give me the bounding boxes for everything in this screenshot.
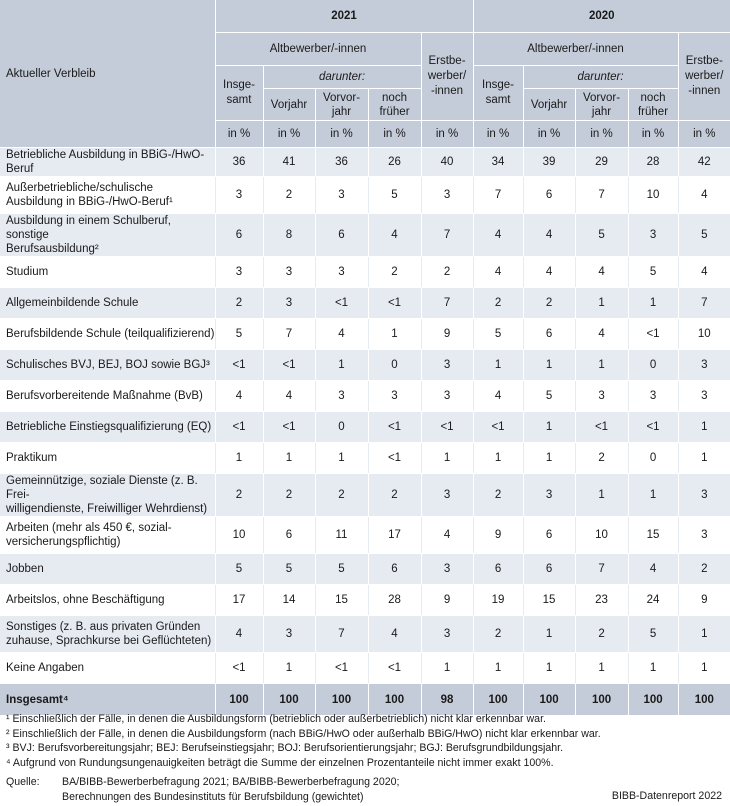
value-cell: 17 (368, 517, 421, 554)
row-label: Ausbildung in einem Schulberuf, sonstige Berufsausbildung² (0, 214, 215, 257)
value-cell: 2 (368, 474, 421, 517)
value-cell: 2 (678, 554, 730, 585)
value-cell: 17 (215, 585, 263, 616)
row-label: Sonstiges (z. B. aus privaten Gründen zuhause, Sprachkurse bei Geflüchteten) (0, 616, 215, 653)
footnotes (6, 712, 726, 770)
value-cell: 6 (523, 177, 575, 214)
value-cell: 7 (575, 177, 628, 214)
insgesamt-header-2021: Insge- samt (215, 66, 263, 121)
value-cell: 0 (315, 412, 368, 443)
total-value-cell: 100 (678, 684, 730, 716)
value-cell: <1 (215, 412, 263, 443)
value-cell: <1 (315, 653, 368, 684)
value-cell: 5 (628, 257, 678, 288)
value-cell: 2 (421, 257, 473, 288)
value-cell: 2 (473, 474, 523, 517)
value-cell: 1 (421, 653, 473, 684)
value-cell: 3 (523, 474, 575, 517)
value-cell: 3 (315, 381, 368, 412)
value-cell: 8 (263, 214, 315, 257)
value-cell: 3 (368, 381, 421, 412)
value-cell: 24 (628, 585, 678, 616)
value-cell: 40 (421, 148, 473, 177)
value-cell: 1 (678, 653, 730, 684)
row-label: Studium (0, 257, 215, 288)
value-cell: 1 (473, 653, 523, 684)
value-cell: 3 (263, 288, 315, 319)
brand-label: BIBB-Datenreport 2022 (611, 790, 722, 802)
value-cell: 1 (473, 443, 523, 474)
value-cell: <1 (263, 412, 315, 443)
table-row (0, 148, 730, 177)
value-cell: 15 (523, 585, 575, 616)
value-cell: 1 (473, 350, 523, 381)
value-cell: 28 (368, 585, 421, 616)
value-cell: 4 (575, 257, 628, 288)
value-cell: 4 (315, 319, 368, 350)
total-row (0, 684, 730, 716)
value-cell: 6 (263, 517, 315, 554)
value-cell: 4 (678, 257, 730, 288)
value-cell: 4 (473, 381, 523, 412)
value-cell: 1 (523, 443, 575, 474)
value-cell: 1 (421, 443, 473, 474)
value-cell: 10 (215, 517, 263, 554)
value-cell: <1 (473, 412, 523, 443)
total-label: Insgesamt⁴ (0, 684, 215, 716)
value-cell: 4 (473, 214, 523, 257)
value-cell: <1 (215, 653, 263, 684)
value-cell: 3 (215, 257, 263, 288)
value-cell: 3 (263, 616, 315, 653)
value-cell: 10 (628, 177, 678, 214)
value-cell: <1 (368, 443, 421, 474)
row-label: Berufsbildende Schule (teilqualifizierend) (0, 319, 215, 350)
year-2020-header: 2020 (473, 0, 730, 33)
value-cell: 6 (473, 554, 523, 585)
row-label: Betriebliche Einstiegsqualifizierung (EQ) (0, 412, 215, 443)
value-cell: 3 (628, 214, 678, 257)
table-row (0, 585, 730, 616)
value-cell: 29 (575, 148, 628, 177)
value-cell: 3 (421, 554, 473, 585)
value-cell: 6 (315, 214, 368, 257)
value-cell: 5 (678, 214, 730, 257)
value-cell: 4 (523, 214, 575, 257)
value-cell: 3 (575, 381, 628, 412)
value-cell: 3 (421, 381, 473, 412)
value-cell: 3 (678, 517, 730, 554)
value-cell: 4 (575, 319, 628, 350)
altbewerber-header-2021: Altbewerber/-innen (215, 33, 421, 66)
value-cell: 2 (215, 474, 263, 517)
value-cell: 1 (523, 350, 575, 381)
value-cell: 9 (421, 319, 473, 350)
footnote: ² Einschließlich der Fälle, in denen die Ausbildungsform (nach BBiG/HwO oder außerhalb BBiG/HwO) nicht klar erkennbar war. (6, 727, 601, 740)
frueher-header-2020: noch früher (628, 89, 678, 120)
value-cell: 5 (628, 616, 678, 653)
value-cell: 1 (678, 443, 730, 474)
darunter-header-2021: darunter: (264, 66, 421, 89)
value-cell: 3 (678, 381, 730, 412)
value-cell: 23 (575, 585, 628, 616)
row-label: Berufsvorbereitende Maßnahme (BvB) (0, 381, 215, 412)
value-cell: 7 (421, 214, 473, 257)
table-row (0, 653, 730, 684)
value-cell: 7 (421, 288, 473, 319)
vorjahr-header-2020: Vorjahr (530, 98, 568, 111)
unit-cell: in % (575, 121, 628, 148)
value-cell: 41 (263, 148, 315, 177)
value-cell: 5 (263, 554, 315, 585)
year-2021-header: 2021 (215, 0, 473, 33)
row-label: Arbeitslos, ohne Beschäftigung (0, 585, 215, 616)
unit-cell: in % (523, 121, 575, 148)
unit-cell: in % (473, 121, 523, 148)
value-cell: 34 (473, 148, 523, 177)
row-label: Keine Angaben (0, 653, 215, 684)
value-cell: 5 (215, 554, 263, 585)
row-label: Arbeiten (mehr als 450 €, sozial- versicherungspflichtig) (0, 517, 215, 554)
value-cell: 5 (523, 381, 575, 412)
value-cell: 1 (263, 653, 315, 684)
value-cell: 4 (215, 616, 263, 653)
vorvorjahr-header-2020: Vorvor- jahr (575, 89, 628, 120)
value-cell: 3 (421, 350, 473, 381)
value-cell: 4 (368, 214, 421, 257)
row-label: Praktikum (0, 443, 215, 474)
value-cell: 19 (473, 585, 523, 616)
value-cell: 1 (215, 443, 263, 474)
value-cell: 1 (628, 474, 678, 517)
value-cell: <1 (368, 288, 421, 319)
value-cell: 9 (473, 517, 523, 554)
row-label: Schulisches BVJ, BEJ, BOJ sowie BGJ³ (0, 350, 215, 381)
value-cell: 3 (215, 177, 263, 214)
darunter-header-2020: darunter: (524, 66, 678, 89)
total-value-cell: 98 (421, 684, 473, 716)
value-cell: 4 (628, 554, 678, 585)
value-cell: 2 (215, 288, 263, 319)
table-row (0, 177, 730, 214)
erstbewerber-header-2021: Erstbe- werber/ -innen (421, 33, 473, 121)
value-cell: 1 (523, 616, 575, 653)
value-cell: <1 (421, 412, 473, 443)
unit-cell: in % (263, 121, 315, 148)
table-row (0, 288, 730, 319)
value-cell: 0 (628, 443, 678, 474)
source-label: Quelle: (6, 776, 40, 788)
value-cell: 1 (575, 288, 628, 319)
value-cell: 3 (421, 474, 473, 517)
frueher-header-2021: noch früher (368, 89, 421, 120)
value-cell: 4 (215, 381, 263, 412)
value-cell: 7 (263, 319, 315, 350)
source-line: Berechnungen des Bundesinstituts für Berufsbildung (gewichtet) (62, 790, 364, 803)
value-cell: 4 (421, 517, 473, 554)
value-cell: 6 (215, 214, 263, 257)
value-cell: 2 (315, 474, 368, 517)
value-cell: 6 (368, 554, 421, 585)
value-cell: 1 (315, 443, 368, 474)
value-cell: 2 (575, 616, 628, 653)
value-cell: 2 (263, 177, 315, 214)
value-cell: 10 (575, 517, 628, 554)
value-cell: 28 (628, 148, 678, 177)
value-cell: 6 (523, 517, 575, 554)
unit-cell: in % (315, 121, 368, 148)
value-cell: 4 (368, 616, 421, 653)
value-cell: 4 (473, 257, 523, 288)
value-cell: 9 (678, 585, 730, 616)
insgesamt-header-2020: Insge- samt (473, 66, 523, 121)
value-cell: 7 (678, 288, 730, 319)
value-cell: 11 (315, 517, 368, 554)
row-label-header: Aktueller Verbleib (0, 0, 215, 148)
table-row (0, 474, 730, 517)
row-label: Betriebliche Ausbildung in BBiG-/HwO-Beruf (0, 148, 215, 177)
value-cell: 1 (575, 474, 628, 517)
value-cell: 3 (263, 257, 315, 288)
unit-cell: in % (368, 121, 421, 148)
table-row (0, 517, 730, 554)
table-row (0, 319, 730, 350)
value-cell: 1 (523, 412, 575, 443)
value-cell: 2 (368, 257, 421, 288)
value-cell: 5 (368, 177, 421, 214)
footnote: ⁴ Aufgrund von Rundungsungenauigkeiten beträgt die Summe der einzelnen Prozentanteile nicht immer exakt 100%. (6, 756, 554, 769)
source-line: BA/BIBB-Bewerberbefragung 2021; BA/BIBB-Bewerberbefragung 2020; (62, 776, 400, 788)
value-cell: 2 (473, 616, 523, 653)
table-row (0, 381, 730, 412)
table-row (0, 257, 730, 288)
value-cell: 7 (575, 554, 628, 585)
value-cell: <1 (315, 288, 368, 319)
value-cell: 3 (678, 350, 730, 381)
unit-cell: in % (628, 121, 678, 148)
value-cell: 39 (523, 148, 575, 177)
value-cell: 7 (473, 177, 523, 214)
value-cell: 5 (215, 319, 263, 350)
table-row (0, 412, 730, 443)
table-row (0, 443, 730, 474)
total-value-cell: 100 (263, 684, 315, 716)
footnote: ¹ Einschließlich der Fälle, in denen die Ausbildungsform (betrieblich oder außerbetrieblich) nicht klar erkennbar war. (6, 713, 546, 725)
value-cell: 1 (575, 350, 628, 381)
value-cell: 42 (678, 148, 730, 177)
value-cell: 14 (263, 585, 315, 616)
value-cell: 26 (368, 148, 421, 177)
value-cell: 10 (678, 319, 730, 350)
value-cell: 4 (523, 257, 575, 288)
value-cell: 1 (575, 653, 628, 684)
value-cell: 3 (628, 381, 678, 412)
value-cell: 9 (421, 585, 473, 616)
value-cell: <1 (628, 412, 678, 443)
value-cell: <1 (263, 350, 315, 381)
value-cell: 4 (678, 177, 730, 214)
value-cell: 4 (263, 381, 315, 412)
value-cell: 1 (368, 319, 421, 350)
value-cell: 5 (575, 214, 628, 257)
total-value-cell: 100 (523, 684, 575, 716)
table-row (0, 214, 730, 257)
vorjahr-header-2021: Vorjahr (270, 98, 308, 111)
unit-cell: in % (678, 121, 730, 148)
unit-cell: in % (421, 121, 473, 148)
value-cell: 3 (315, 177, 368, 214)
value-cell: 7 (315, 616, 368, 653)
value-cell: 6 (523, 554, 575, 585)
row-label: Außerbetriebliche/schulische Ausbildung in BBiG-/HwO-Beruf¹ (0, 177, 215, 214)
value-cell: 5 (473, 319, 523, 350)
value-cell: <1 (215, 350, 263, 381)
row-label: Allgemeinbildende Schule (0, 288, 215, 319)
value-cell: 1 (523, 653, 575, 684)
value-cell: 1 (678, 616, 730, 653)
value-cell: 5 (315, 554, 368, 585)
value-cell: 15 (315, 585, 368, 616)
value-cell: <1 (628, 319, 678, 350)
total-value-cell: 100 (215, 684, 263, 716)
table-row (0, 616, 730, 653)
value-cell: 2 (263, 474, 315, 517)
value-cell: 2 (575, 443, 628, 474)
unit-cell: in % (215, 121, 263, 148)
value-cell: 3 (678, 474, 730, 517)
footnote: ³ BVJ: Berufsvorbereitungsjahr; BEJ: Berufseinstiegsjahr; BOJ: Berufsorientierungsjahr; BGJ: Berufsgrundbildungsjahr. (6, 742, 564, 755)
value-cell: 36 (315, 148, 368, 177)
value-cell: 1 (678, 412, 730, 443)
total-value-cell: 100 (628, 684, 678, 716)
row-label: Jobben (0, 554, 215, 585)
row-label: Gemeinnützige, soziale Dienste (z. B. Frei- willigendienste, Freiwilliger Wehrdienst) (0, 474, 215, 517)
vorvorjahr-header-2021: Vorvor- jahr (315, 89, 368, 120)
value-cell: 6 (523, 319, 575, 350)
altbewerber-header-2020: Altbewerber/-innen (473, 33, 678, 66)
total-value-cell: 100 (575, 684, 628, 716)
value-cell: 3 (315, 257, 368, 288)
value-cell: 1 (263, 443, 315, 474)
value-cell: <1 (368, 412, 421, 443)
source (6, 775, 399, 804)
total-value-cell: 100 (368, 684, 421, 716)
erstbewerber-header-2020: Erstbe- werber/ -innen (678, 33, 730, 121)
value-cell: 0 (628, 350, 678, 381)
value-cell: 15 (628, 517, 678, 554)
value-cell: 3 (421, 616, 473, 653)
value-cell: <1 (368, 653, 421, 684)
value-cell: 2 (473, 288, 523, 319)
table-row (0, 350, 730, 381)
table-row (0, 554, 730, 585)
total-value-cell: 100 (315, 684, 368, 716)
value-cell: 3 (421, 177, 473, 214)
value-cell: 36 (215, 148, 263, 177)
value-cell: 1 (315, 350, 368, 381)
total-value-cell: 100 (473, 684, 523, 716)
value-cell: 1 (628, 653, 678, 684)
value-cell: 0 (368, 350, 421, 381)
value-cell: 1 (628, 288, 678, 319)
value-cell: 2 (523, 288, 575, 319)
value-cell: <1 (575, 412, 628, 443)
